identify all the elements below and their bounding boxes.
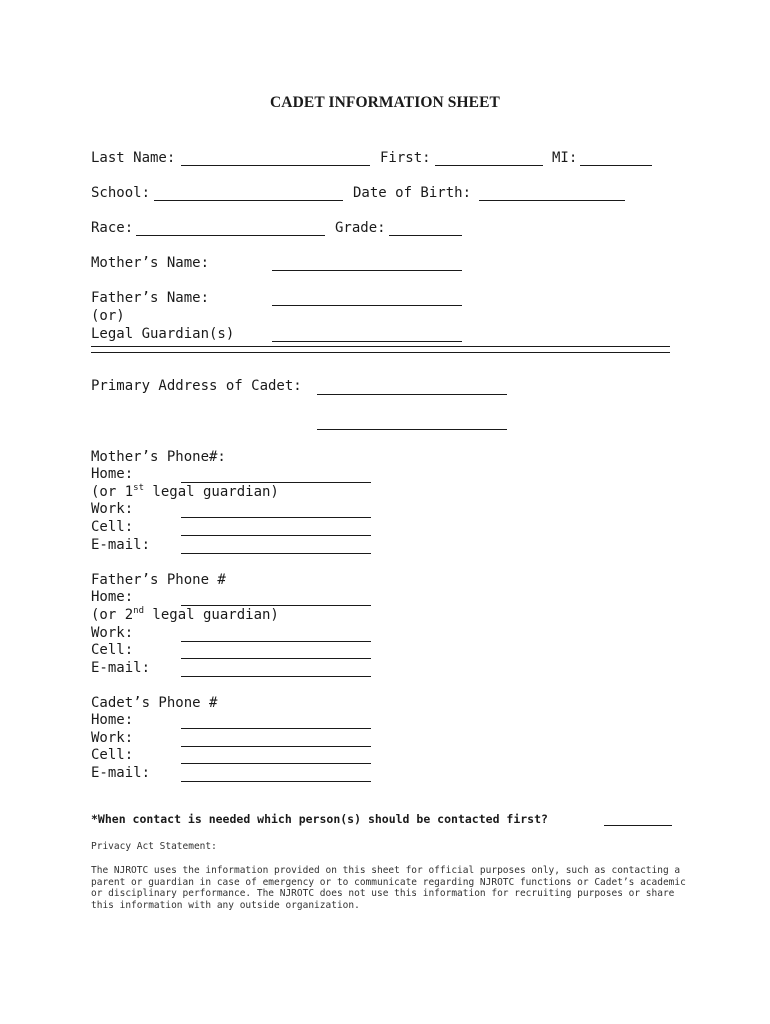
grade-field[interactable]: [389, 235, 462, 236]
mother-guardian-note: (or 1st legal guardian): [91, 483, 279, 500]
legal-guardians-label: Legal Guardian(s): [91, 326, 235, 342]
cadet-email-label: E-mail:: [91, 765, 151, 781]
mi-field[interactable]: [580, 165, 652, 166]
mothers-name-label: Mother’s Name:: [91, 255, 210, 271]
mother-work-label: Work:: [91, 501, 134, 517]
mother-email-label: E-mail:: [91, 537, 151, 553]
race-label: Race:: [91, 220, 134, 236]
cadet-phone-heading: Cadet’s Phone #: [91, 695, 218, 711]
first-name-field[interactable]: [435, 165, 543, 166]
last-name-label: Last Name:: [91, 150, 176, 166]
cadet-cell-label: Cell:: [91, 747, 134, 763]
fathers-name-field[interactable]: [272, 305, 462, 306]
cadet-cell-field[interactable]: [181, 763, 371, 764]
mother-phone-heading: Mother’s Phone#:: [91, 449, 226, 465]
father-home-label: Home:: [91, 589, 134, 605]
primary-address-field-1[interactable]: [317, 394, 507, 395]
cadet-home-label: Home:: [91, 712, 134, 728]
privacy-statement: The NJROTC uses the information provided on this sheet for official purposes only, such as contacting a parent or guardian in case of emergency or to communicate regarding NJROTC functions or Cadet’s academic or disciplinary performance. The NJROTC does not use this information for recruiting purposes or share this information with any outside organization.: [91, 865, 686, 911]
cadet-email-field[interactable]: [181, 781, 371, 782]
dob-label: Date of Birth:: [353, 185, 472, 201]
father-home-field[interactable]: [181, 605, 371, 606]
mother-cell-label: Cell:: [91, 519, 134, 535]
first-name-label: First:: [380, 150, 431, 166]
father-email-field[interactable]: [181, 676, 371, 677]
section-divider: [91, 346, 670, 353]
contact-first-field[interactable]: [604, 825, 672, 826]
primary-address-label: Primary Address of Cadet:: [91, 378, 302, 394]
mother-email-field[interactable]: [181, 553, 371, 554]
mother-home-field[interactable]: [181, 482, 371, 483]
mothers-name-field[interactable]: [272, 270, 462, 271]
race-field[interactable]: [136, 235, 325, 236]
legal-guardians-field[interactable]: [272, 341, 462, 342]
dob-field[interactable]: [479, 200, 625, 201]
last-name-field[interactable]: [181, 165, 370, 166]
cadet-home-field[interactable]: [181, 728, 371, 729]
father-cell-label: Cell:: [91, 642, 134, 658]
cadet-work-label: Work:: [91, 730, 134, 746]
school-field[interactable]: [154, 200, 343, 201]
mother-cell-field[interactable]: [181, 535, 371, 536]
fathers-name-label: Father’s Name:: [91, 290, 210, 306]
mother-work-field[interactable]: [181, 517, 371, 518]
father-work-field[interactable]: [181, 641, 371, 642]
father-email-label: E-mail:: [91, 660, 151, 676]
mi-label: MI:: [552, 150, 578, 166]
or-label: (or): [91, 308, 125, 324]
grade-label: Grade:: [335, 220, 386, 236]
father-phone-heading: Father’s Phone #: [91, 572, 226, 588]
school-label: School:: [91, 185, 151, 201]
cadet-work-field[interactable]: [181, 746, 371, 747]
mother-home-label: Home:: [91, 466, 134, 482]
father-cell-field[interactable]: [181, 658, 371, 659]
page-title: CADET INFORMATION SHEET: [270, 94, 500, 111]
father-work-label: Work:: [91, 625, 134, 641]
primary-address-field-2[interactable]: [317, 429, 507, 430]
contact-first-question: *When contact is needed which person(s) should be contacted first?: [91, 812, 548, 826]
privacy-heading: Privacy Act Statement:: [91, 841, 217, 852]
father-guardian-note: (or 2nd legal guardian): [91, 606, 279, 623]
